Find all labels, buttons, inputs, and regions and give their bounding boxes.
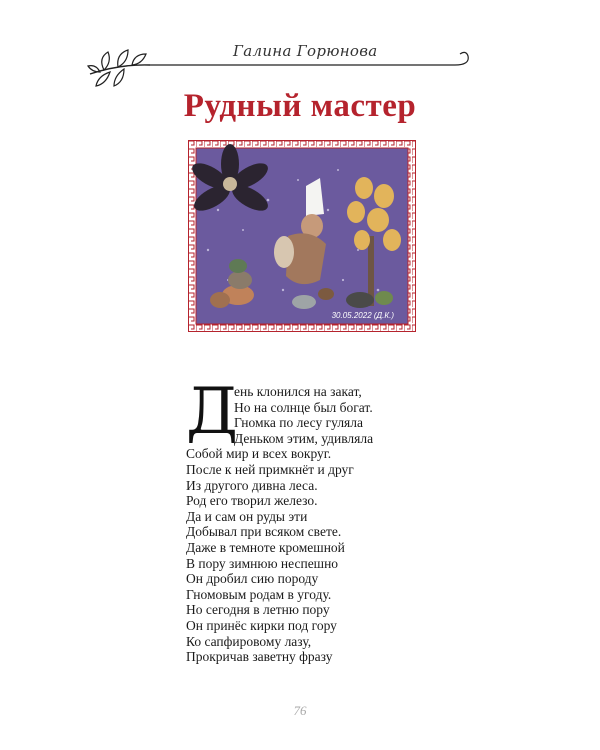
poem-line: ень клонился на закат, — [234, 384, 362, 399]
poem-line: Ко сапфировому лазу, — [186, 633, 312, 649]
pebble-art-illustration — [188, 140, 416, 332]
poem-line: Но сегодня в летню пору — [186, 602, 330, 618]
poem-line: Род его творил железо. — [186, 493, 318, 509]
poem-line: Даже в темноте кромешной — [186, 539, 345, 555]
poem-line: Он принёс кирки под гору — [186, 617, 337, 633]
poem-body — [186, 375, 506, 665]
poem-title: Рудный мастер — [183, 88, 417, 124]
floral-branch-icon — [0, 30, 600, 90]
poem-line: Собой мир и всех вокруг. — [186, 446, 332, 462]
illustration-caption: 30.05.2022 (Д.К.) — [331, 311, 394, 320]
poem-line: Прокричав заветну фразу — [186, 649, 333, 665]
page-number: 76 — [293, 703, 307, 718]
poem-line: Но на солнце был богат. — [234, 399, 373, 415]
poem-line: Он дробил сию породу — [186, 571, 319, 587]
author-name: Галина Горюнова — [233, 42, 378, 60]
poem-line: Из другого дивна леса. — [186, 477, 318, 493]
illustration-image — [188, 140, 416, 332]
poem-line: Добывал при всяком свете. — [186, 524, 342, 540]
running-header — [0, 30, 600, 90]
poem-line: В пору зимнюю неспешно — [186, 555, 339, 571]
poem-line: Гномка по лесу гуляла — [234, 415, 363, 431]
poem-line: После к ней примкнёт и друг — [186, 461, 354, 477]
poem-line: Гномовым родам в угоду. — [186, 586, 332, 602]
poem-line: Да и сам он руды эти — [186, 508, 308, 524]
poem-line: Деньком этим, удивляла — [234, 430, 374, 446]
drop-cap: Д — [186, 375, 239, 449]
